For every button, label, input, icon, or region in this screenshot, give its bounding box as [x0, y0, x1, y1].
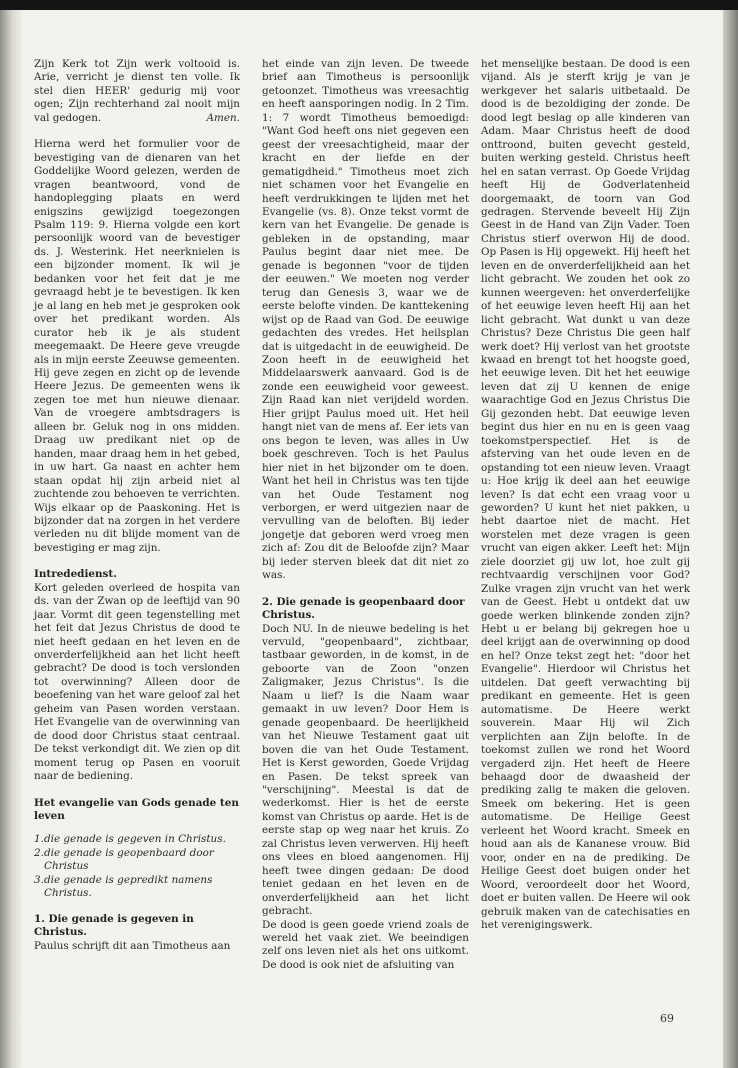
paragraph-point-2-cont: het menselijke bestaan. De dood is een vijand. Als je sterft krijg je van je werkgever het salaris uitbetaald. De dood is de bezoldiging der zonde. De dood legt beslag op alle kinderen van Adam. Maar Christus heeft de dood onttroond, buiten gevecht gesteld, buiten werking gesteld. Christus heeft hel en satan verrast. Op Goede Vrijdag heeft Hij de Godverlatenheid doorgemaakt, de toorn van God gedragen. Stervende beveelt Hij Zijn Geest in de Hand van Zijn Vader. Toen Christus stierf overwon Hij de dood. Op Pasen is Hij opgewekt. Hij heeft het leven en de onverderfelijkheid aan het licht gebracht. We zouden het ook zo kunnen weergeven: het onverderfelijke of het eeuwige leven heeft Hij aan het licht gebracht. Wat dunkt u van deze Christus? Deze Christus Die geen half werk doet? Hij verlost van het grootste kwaad en brengt tot het hoogste goed, het eeuwige leven. Dit het het eeuwige leven dat zij U kennen de enige waarachtige God en Jezus Christus Die Gij gezonden hebt. Dat eeuwige leven begint dus hier en nu en is geen vaag toekomstperspectief. Het is de afsterving van het oude leven en de opstanding tot een nieuw leven. Vraagt u: Hoe krijg ik deel aan het eeuwige leven? Is dat echt een vraag voor u geworden? U kunt het niet pakken, u hebt daartoe niet de macht. Het worstelen met deze vragen is geen vrucht van eigen akker. Leeft het: Mijn ziele doorziet gij uw lot, hoe zult gij rechtvaardig verschijnen voor God? Zulke vragen zijn vrucht van het werk van de Geest. Hebt u ontdekt dat uw goede werken blinkende zonden zijn? Hebt u er belang bij gekregen hoe u deel krijgt aan de overwinning op dood en hel? Onze tekst zegt het: "door het Evangelie". Hierdoor wil Christus het uitdelen. Dat geeft verwachting bij predikant en gemeente. Het is geen automatisme. De Heere werkt souverein. Maar Hij wil Zich verplichten aan Zijn belofte. In de toekomst zullen we rond het Woord vergaderd zijn. Het heeft de Heere behaagd door de dwaasheid der prediking zalig te maken die geloven. Smeek om bekering. Het is geen automatisme. De Heilige Geest verleent het Woord kracht. Smeek en houd aan als de Kananese vrouw. Bid voor, onder en na de prediking. De Heilige Geest doet buigen onder het Woord, veroordeelt door het Woord, doet er buiten vallen. De Heere wil ook gebruik maken van de catechisaties en het verenigingswerk. [481, 58, 690, 931]
text-column-left [34, 58, 240, 953]
paragraph-point-2: Doch NU. In de nieuwe bedeling is het vervuld, "geopenbaard", zichtbaar, tastbaar geworden, in de komst, in de geboorte van de Zoon "onzen Zaligmaker, Jezus Christus". Is die Naam u lief? Is die Naam waar gemaakt in uw leven? Door Hem is genade geopenbaard. De heerlijkheid van het Nieuwe Testament gaat uit boven die van het Oude Testament. Het is Kerst geworden, Goede Vrijdag en Pasen. De tekst spreek van "verschijning". Meestal is dat de wederkomst. Hier is het de eerste komst van Christus op aarde. Het is de eerste stap op weg naar het kruis. Zo zal Christus leven verwerven. Hij heeft ons vlees en bloed aangenomen. Hij heeft twee dingen gedaan: De dood teniet gedaan en het leven en de onverderfelijkheid aan het licht gebracht. [262, 622, 469, 918]
paragraph-death: De dood is geen goede vriend zoals de wereld het vaak ziet. We beeindigen zelf ons leven niet als het ons uitkomt. De dood is ook niet de afsluiting van [262, 918, 469, 971]
sermon-outline-list [34, 833, 240, 900]
paragraph-text: Zijn Kerk tot Zijn werk voltooid is. Arie, verricht je dienst ten volle. Ik stel dien HEER' gedurig mij voor ogen; Zijn rechterhand zal nooit mijn val gedogen. [34, 58, 240, 124]
document-page [22, 10, 723, 1068]
text-column-middle [262, 58, 469, 972]
outline-item: 2. die genade is geopenbaard door Christus [34, 846, 214, 873]
outline-item: 1. die genade is gegeven in Christus. [34, 833, 226, 846]
book-spine-shadow [0, 10, 22, 1068]
heading-evangelie: Het evangelie van Gods genade ten leven [34, 796, 239, 823]
outline-item: 3. die genade is gepredikt namens Christus. [34, 873, 213, 900]
scan-border-top [0, 0, 738, 10]
heading-intrededienst: Intrededienst. [34, 568, 117, 581]
paragraph-intrede: Kort geleden overleed de hospita van ds. van der Zwan op de leeftijd van 90 jaar. Vormt dit geen tegenstelling met het feit dat Jezus Christus de dood te niet heeft gedaan en het leven en de onverderfelijkheid aan het licht heeft gebracht? De dood is toch verslonden tot overwinning? Alleen door de beoefening van het ware geloof zal het geheim van Pasen worden verstaan. Het Evangelie van de overwinning van de dood door Christus staat centraal. De tekst verkondigt dit. We zien op dit moment terug op Pasen en vooruit naar de bediening. [34, 581, 240, 783]
heading-point-2: 2. Die genade is geopenbaard door Christus. [262, 595, 465, 622]
heading-point-1: 1. Die genade is gegeven in Christus. [34, 912, 194, 939]
page-number: 69 [660, 1012, 674, 1025]
paragraph-closing-prayer [34, 58, 240, 125]
paragraph-bevestiging: Hierna werd het formulier voor de bevestiging van de dienaren van het Goddelijke Woord gelezen, werden de vragen beantwoord, vond de handoplegging plaats en werd enigszins gewijzigd toegezongen Psalm 119: 9. Hierna volgde een kort persoonlijk woord van de bevestiger ds. J. Westerink. Het neerknielen is een bijzonder moment. Ik wil je bedanken voor het feit dat je me gevraagd hebt je te bevestigen. Ik ken je al lang en heb met je gesproken ook over het predikant worden. Als curator heb ik je als student meegemaakt. De Heere geve vreugde als in mijn eerste Zeeuwse gemeenten. Hij geve zegen en zicht op de levende Heere Jezus. De gemeenten wens ik zegen toe met hun nieuwe dienaar. Van de vroegere ambtsdragers is alleen br. Geluk nog in ons midden. Draag uw predikant niet op de handen, maar draag hem in het gebed, in uw hart. Ga naast en achter hem staan opdat hij zijn arbeid niet al zuchtende zou behoeven te verrichten. Wijs elkaar op de Paaskoning. Het is bijzonder dat na zorgen in het verdere verleden nu dit blijde moment van de bevestiging er mag zijn. [34, 138, 240, 554]
page-edge-shadow [723, 10, 738, 1068]
amen-signoff: Amen. [206, 111, 240, 124]
paragraph-point-1-start: Paulus schrijft dit aan Timotheus aan [34, 939, 231, 952]
paragraph-point-1-cont: het einde van zijn leven. De tweede brief aan Timotheus is persoonlijk getoonzet. Timotheus was vreesachtig en heeft aansporingen nodig. In 2 Tim. 1: 7 wordt Timotheus bemoedigd: "Want God heeft ons niet gegeven een geest der vreesachtigheid, maar der kracht en der liefde en der gematigdheid." Timotheus moet zich niet schamen voor het Evangelie en heeft verdrukkingen te lijden met het Evangelie (vs. 8). Onze tekst vormt de kern van het Evangelie. De genade is gebleken in de opstanding, maar Paulus begint daar niet mee. De genade is begonnen "voor de tijden der eeuwen." We moeten nog verder terug dan Genesis 3, waar we de eerste belofte vinden. De kanttekening wijst op de Raad van God. De eeuwige gedachten des vredes. Het heilsplan dat is uitgedacht in de eeuwigheid. De Zoon heeft in de eeuwigheid het Middelaarswerk aanvaard. God is de zonde een eeuwigheid voor geweest. Zijn Raad kan niet verijdeld worden. Hier grijpt Paulus moed uit. Het heil hangt niet van de mens af. Eer iets van ons begon te leven, was alles in Uw boek geschreven. Toch is het Paulus hier niet in het bijzonder om te doen. Want het heil in Christus was ten tijde van het Oude Testament nog verborgen, er werd uitgezien naar de vervulling van de beloften. Bij ieder jongetje dat geboren werd vroeg men zich af: Zou dit de Beloofde zijn? Maar bij ieder sterven bleek dat dit niet zo was. [262, 58, 469, 582]
text-column-right [481, 58, 690, 932]
